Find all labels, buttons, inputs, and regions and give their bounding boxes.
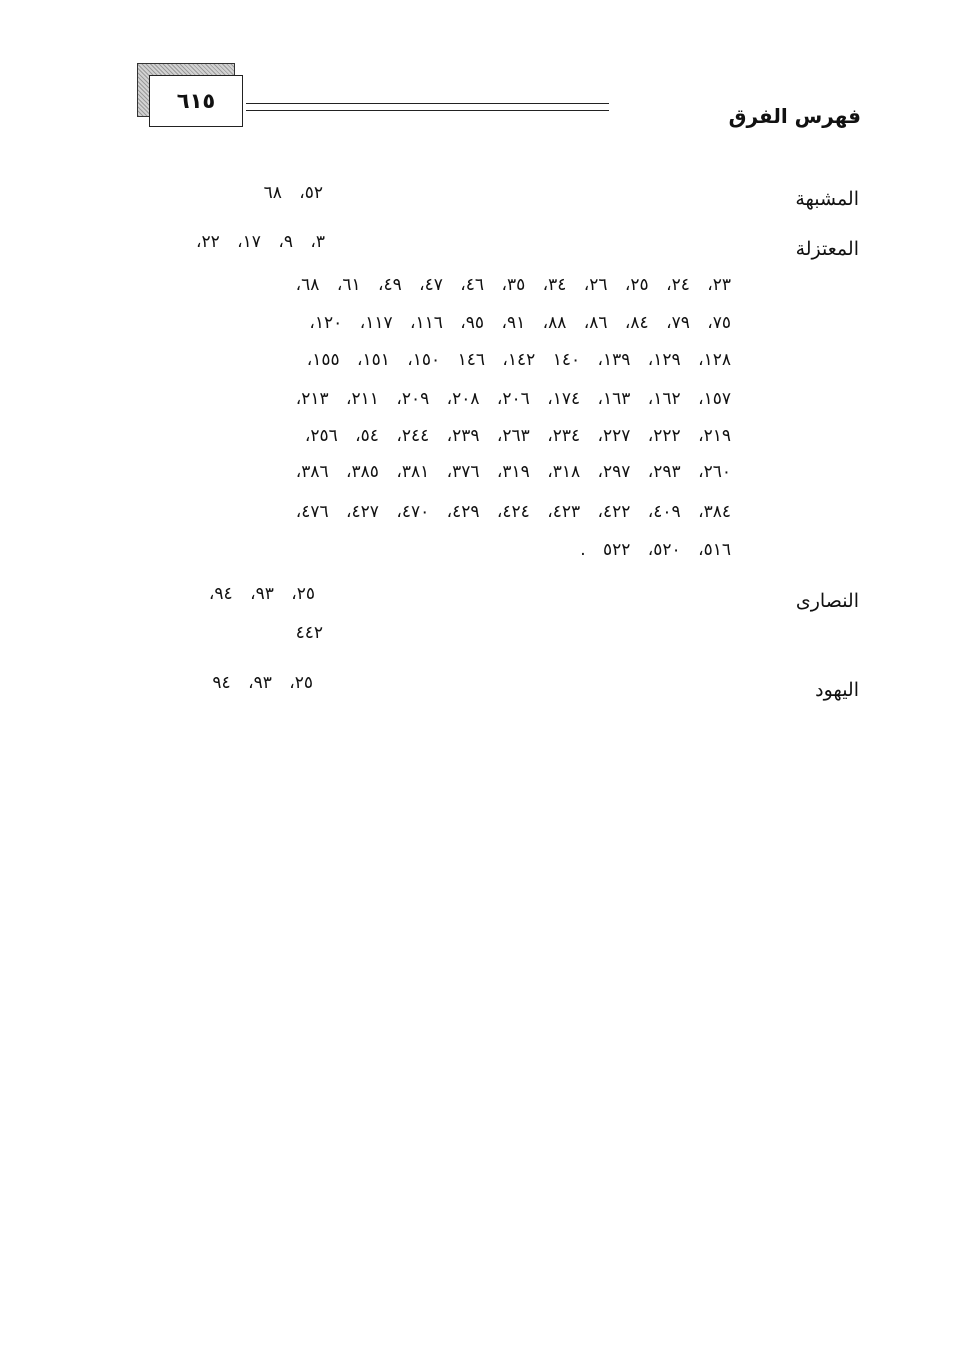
page-references-line: ١٥٧، ١٦٢، ١٦٣، ١٧٤، ٢٠٦، ٢٠٨، ٢٠٩، ٢١١، ٢١٣، [295,389,731,409]
page-references-line: ٥١٦، ٥٢٠، ٥٢٢ . [580,540,731,560]
page-references-line: ٢٥، ٩٣، ٩٤، [208,584,315,604]
page-references-line: ٣٨٤، ٤٠٩، ٤٢٢، ٤٢٣، ٤٢٤، ٤٢٩، ٤٧٠، ٤٢٧، ٤٧٦، [295,502,731,522]
page-references-line: ١٢٨، ١٢٩، ١٣٩، ١٤٠ ١٤٢، ١٤٦ ١٥٠، ١٥١، ١٥٥، [306,350,731,370]
page-references-line: ٢٣، ٢٤، ٢٥، ٢٦، ٣٤، ٣٥، ٤٦، ٤٧، ٤٩، ٦١، ٦٨، [295,275,731,295]
sect-name: النصارى [795,590,859,612]
sect-name: اليهود [815,679,859,701]
page-title: فهرس الفرق [728,104,861,128]
page-number-box [149,75,243,127]
page-references-line: ٢١٩، ٢٢٢، ٢٢٧، ٢٣٤، ٢٦٣، ٢٣٩، ٢٤٤، ٥٤، ٢٥٦، [304,426,731,446]
page-references-line: ٢٥، ٩٣، ٩٤ [212,673,313,693]
header-rule [246,103,609,111]
page-references-line: ٤٤٢ [295,623,323,643]
page-references-line: ٢٦٠، ٢٩٣، ٢٩٧، ٣١٨، ٣١٩، ٣٧٦، ٣٨١، ٣٨٥، ٣٨٦، [295,462,731,482]
page-number: ٦١٥ [176,89,216,113]
page-references-line: ٣، ٩، ١٧، ٢٢، [196,232,325,252]
sect-name: المعتزلة [795,238,859,260]
sect-name: المشبهة [795,188,859,210]
page-references-line: ٥٢، ٦٨ [263,183,323,203]
page-references-line: ٧٥، ٧٩، ٨٤، ٨٦، ٨٨، ٩١، ٩٥، ١١٦، ١١٧، ١٢٠، [309,313,731,333]
